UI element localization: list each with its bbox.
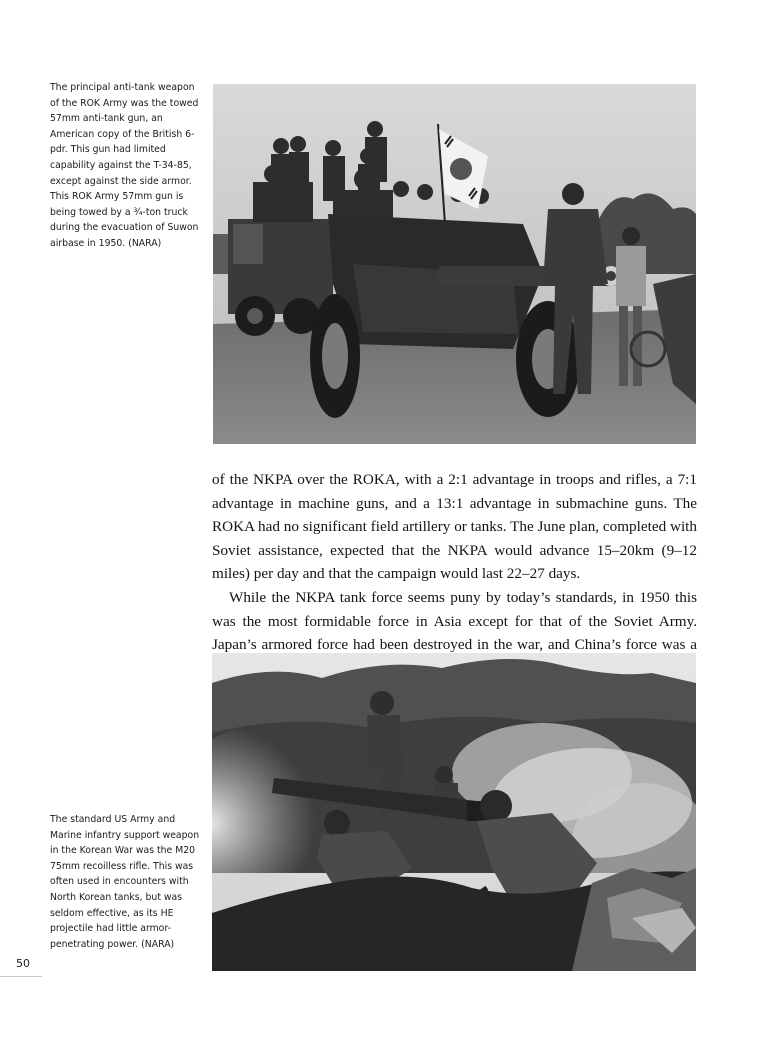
page-number-rule (0, 976, 42, 977)
photo-m20-recoilless-rifle (212, 653, 696, 971)
photo-caption-bottom: The standard US Army and Marine infantry support weapon in the Korean War was the M20 75mm recoilless rifle. This was often used in encounters with North Korean tanks, but was seldom effective, as its HE projectile had little armor-penetrating power. (NARA) (50, 814, 200, 950)
page-number: 50 (16, 957, 30, 970)
body-paragraph-1: of the NKPA over the ROKA, with a 2:1 advantage in troops and rifles, a 7:1 advantage in machine guns, and a 13:1 advantage in submachine guns. The ROKA had no significant field artillery or tanks. The June plan, completed with Soviet assistance, expected that the NKPA would advance 15–20km (9–12 miles) per day and that the campaign would last 22–27 days. (212, 471, 697, 583)
photo-57mm-antitank-gun (213, 84, 696, 444)
body-text (212, 468, 697, 680)
photo-caption-top: The principal anti-tank weapon of the ROK Army was the towed 57mm anti-tank gun, an American copy of the British 6-pdr. This gun had limited capability against the T-34-85, except against the side armor. This ROK Army 57mm gun is being towed by a ¾-ton truck during the evacuation of Suwon airbase in 1950. (NARA) (50, 82, 199, 249)
body-paragraph-2: While the NKPA tank force seems puny by today’s standards, in 1950 this was the most formidable force in Asia except for that of the Soviet Army. Japan’s armored force had been destroyed in the war, and China’s force was a (212, 588, 697, 654)
